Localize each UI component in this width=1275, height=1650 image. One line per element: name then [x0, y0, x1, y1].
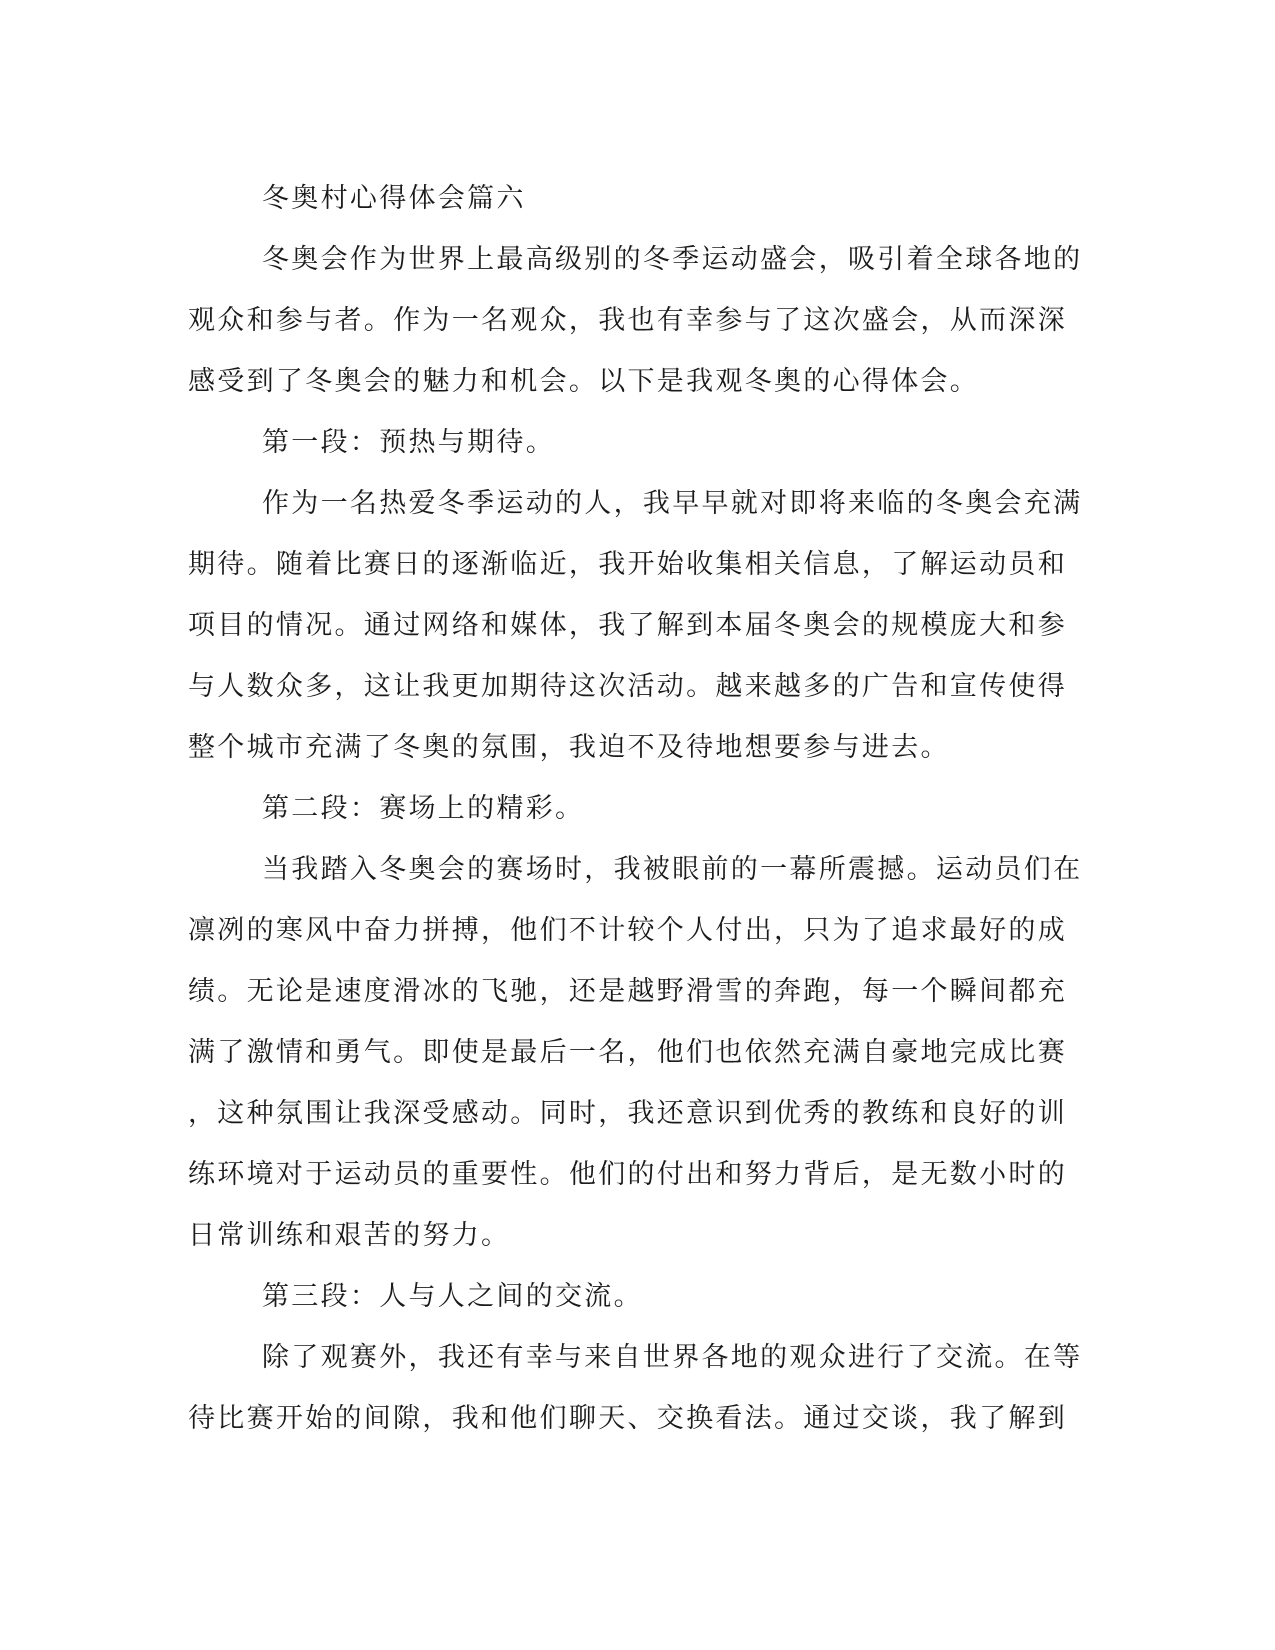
document-title: 冬奥村心得体会篇六 — [262, 183, 526, 214]
paragraph-line: 练环境对于运动员的重要性。他们的付出和努力背后，是无数小时的 — [188, 1159, 1067, 1190]
paragraph-line: 感受到了冬奥会的魅力和机会。以下是我观冬奥的心得体会。 — [188, 366, 980, 397]
paragraph-line: 整个城市充满了冬奥的氛围，我迫不及待地想要参与进去。 — [188, 732, 950, 763]
paragraph-line: 观众和参与者。作为一名观众，我也有幸参与了这次盛会，从而深深 — [188, 305, 1067, 336]
paragraph-line: 冬奥会作为世界上最高级别的冬季运动盛会，吸引着全球各地的 — [262, 244, 1083, 275]
paragraph-line: 绩。无论是速度滑冰的飞驰，还是越野滑雪的奔跑，每一个瞬间都充 — [188, 976, 1067, 1007]
paragraph-line: 作为一名热爱冬季运动的人，我早早就对即将来临的冬奥会充满 — [262, 488, 1083, 519]
paragraph-line: 满了激情和勇气。即使是最后一名，他们也依然充满自豪地完成比赛 — [188, 1037, 1067, 1068]
paragraph-line: 期待。随着比赛日的逐渐临近，我开始收集相关信息，了解运动员和 — [188, 549, 1067, 580]
section-heading: 第一段：预热与期待。 — [262, 427, 555, 458]
paragraph-line: 凛冽的寒风中奋力拼搏，他们不计较个人付出，只为了追求最好的成 — [188, 915, 1067, 946]
paragraph-line: 项目的情况。通过网络和媒体，我了解到本届冬奥会的规模庞大和参 — [188, 610, 1067, 641]
paragraph-line: ，这种氛围让我深受感动。同时，我还意识到优秀的教练和良好的训 — [188, 1098, 1067, 1129]
section-heading: 第二段：赛场上的精彩。 — [262, 793, 585, 824]
paragraph-line: 与人数众多，这让我更加期待这次活动。越来越多的广告和宣传使得 — [188, 671, 1067, 702]
paragraph-line: 待比赛开始的间隙，我和他们聊天、交换看法。通过交谈，我了解到 — [188, 1403, 1067, 1434]
document-body — [188, 168, 1083, 1449]
paragraph-line: 日常训练和艰苦的努力。 — [188, 1220, 511, 1251]
section-heading: 第三段：人与人之间的交流。 — [262, 1281, 643, 1312]
paragraph-line: 当我踏入冬奥会的赛场时，我被眼前的一幕所震撼。运动员们在 — [262, 854, 1083, 885]
paragraph-line: 除了观赛外，我还有幸与来自世界各地的观众进行了交流。在等 — [262, 1342, 1083, 1373]
